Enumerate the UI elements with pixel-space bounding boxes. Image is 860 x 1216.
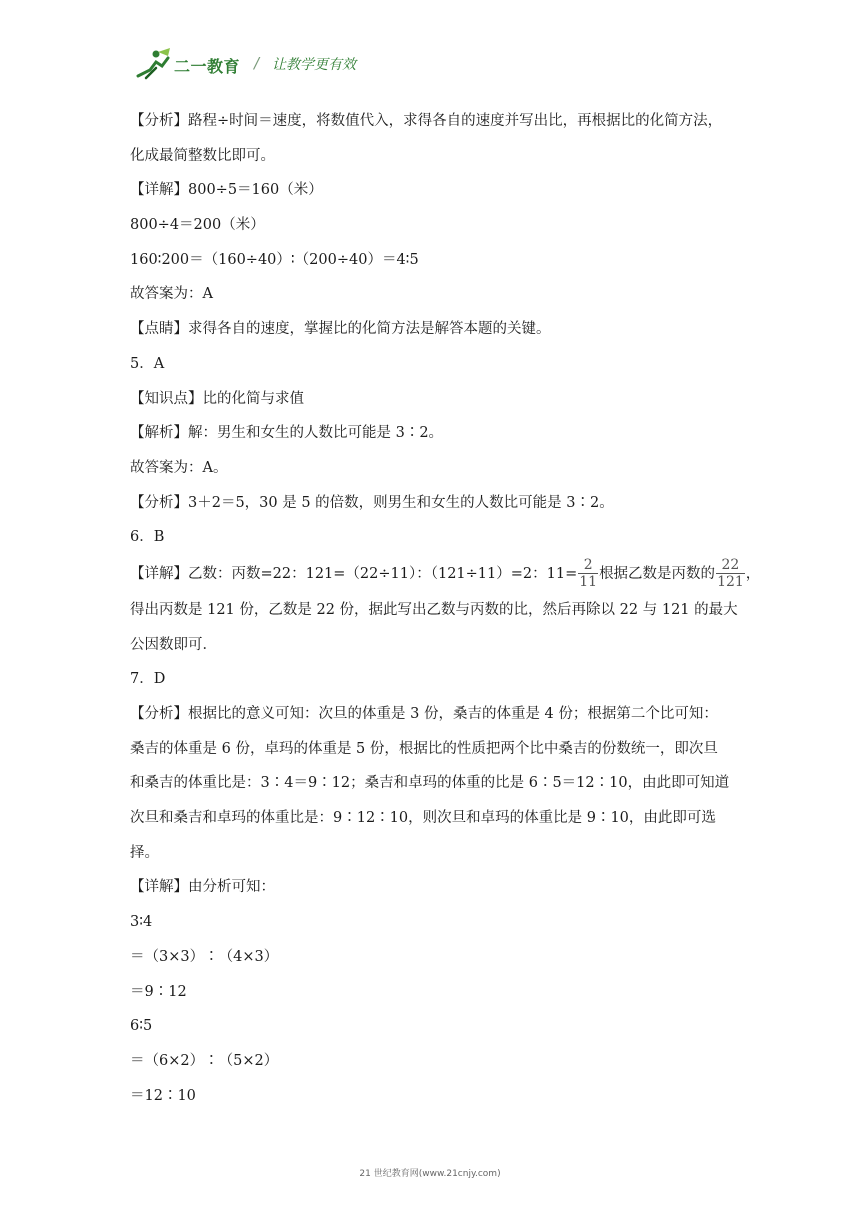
fraction-numerator: 2 <box>583 557 593 574</box>
math-line: ＝（3×3）∶（4×3） <box>130 948 279 965</box>
text-segment: 根据乙数是丙数的 <box>599 565 716 582</box>
text-line: 次旦和桑吉和卓玛的体重比是：9∶12∶10，则次旦和卓玛的体重比是 9∶10，由此即可选 <box>130 810 716 827</box>
text-line: 桑吉的体重是 6 份，卓玛的体重是 5 份，根据比的性质把两个比中桑吉的份数统一，即次旦 <box>130 740 718 757</box>
text-line: 和桑吉的体重比是：3∶4＝9∶12；桑吉和卓玛的体重的比是 6∶5＝12∶10，由此即可知道 <box>130 775 730 792</box>
fraction-denominator: 121 <box>717 574 744 591</box>
text-line: 【分析】路程÷时间＝速度，将数值代入，求得各自的速度并写出比，再根据比的化简方法， <box>130 113 723 129</box>
math-line: 3∶4 <box>130 914 153 931</box>
page-footer: 21 世纪教育网(www.21cnjy.com) <box>359 1169 501 1179</box>
text-line-with-fractions <box>130 555 761 593</box>
text-line: 【详解】由分析可知： <box>130 879 275 896</box>
text-line: 【分析】根据比的意义可知：次旦的体重是 3 份，桑吉的体重是 4 份；根据第二个比可知： <box>130 706 718 722</box>
text-line: 公因数即可． <box>130 636 217 653</box>
fraction-numerator: 22 <box>721 557 740 574</box>
text-line: 【详解】800÷5＝160（米） <box>130 182 323 199</box>
question-number: 6．B <box>130 529 165 546</box>
runner-flag-icon <box>136 46 176 80</box>
text-line: 【分析】3＋2＝5，30 是 5 的倍数，则男生和女生的人数比可能是 3∶2。 <box>130 494 614 511</box>
page-header <box>136 44 736 84</box>
fraction <box>578 558 598 589</box>
text-line: 得出丙数是 121 份，乙数是 22 份，据此写出乙数与丙数的比，然后再除以 22 与 121 的最大 <box>130 601 738 618</box>
text-line: 化成最简整数比即可。 <box>130 147 275 164</box>
question-number: 7．D <box>130 671 166 688</box>
document-body <box>130 104 761 1113</box>
header-slogan: 让教学更有效 <box>272 57 356 73</box>
header-separator: / <box>254 54 260 72</box>
question-number: 5．A <box>130 355 165 372</box>
text-line: 【解析】解：男生和女生的人数比可能是 3∶2。 <box>130 425 444 442</box>
text-line: 800÷4＝200（米） <box>130 217 265 234</box>
fraction-denominator: 11 <box>579 574 598 591</box>
text-line: 故答案为：A <box>130 286 213 303</box>
math-line: ＝12∶10 <box>130 1087 196 1104</box>
math-line: ＝（6×2）∶（5×2） <box>130 1052 279 1069</box>
text-segment: ， <box>745 565 761 582</box>
text-line: 160∶200＝（160÷40）∶（200÷40）＝4∶5 <box>130 251 419 268</box>
fraction <box>716 558 745 589</box>
math-line: 6∶5 <box>130 1018 153 1035</box>
text-line: 【点睛】求得各自的速度，掌握比的化简方法是解答本题的关键。 <box>130 321 551 338</box>
math-line: ＝9∶12 <box>130 983 187 1000</box>
text-line: 【知识点】比的化简与求值 <box>130 390 304 407</box>
text-line: 择。 <box>130 844 159 861</box>
text-segment: 【详解】乙数：丙数=22：121=（22÷11）：（121÷11）=2：11= <box>130 565 578 582</box>
text-line: 故答案为：A。 <box>130 459 228 476</box>
brand-name: 二一教育 <box>174 57 241 76</box>
